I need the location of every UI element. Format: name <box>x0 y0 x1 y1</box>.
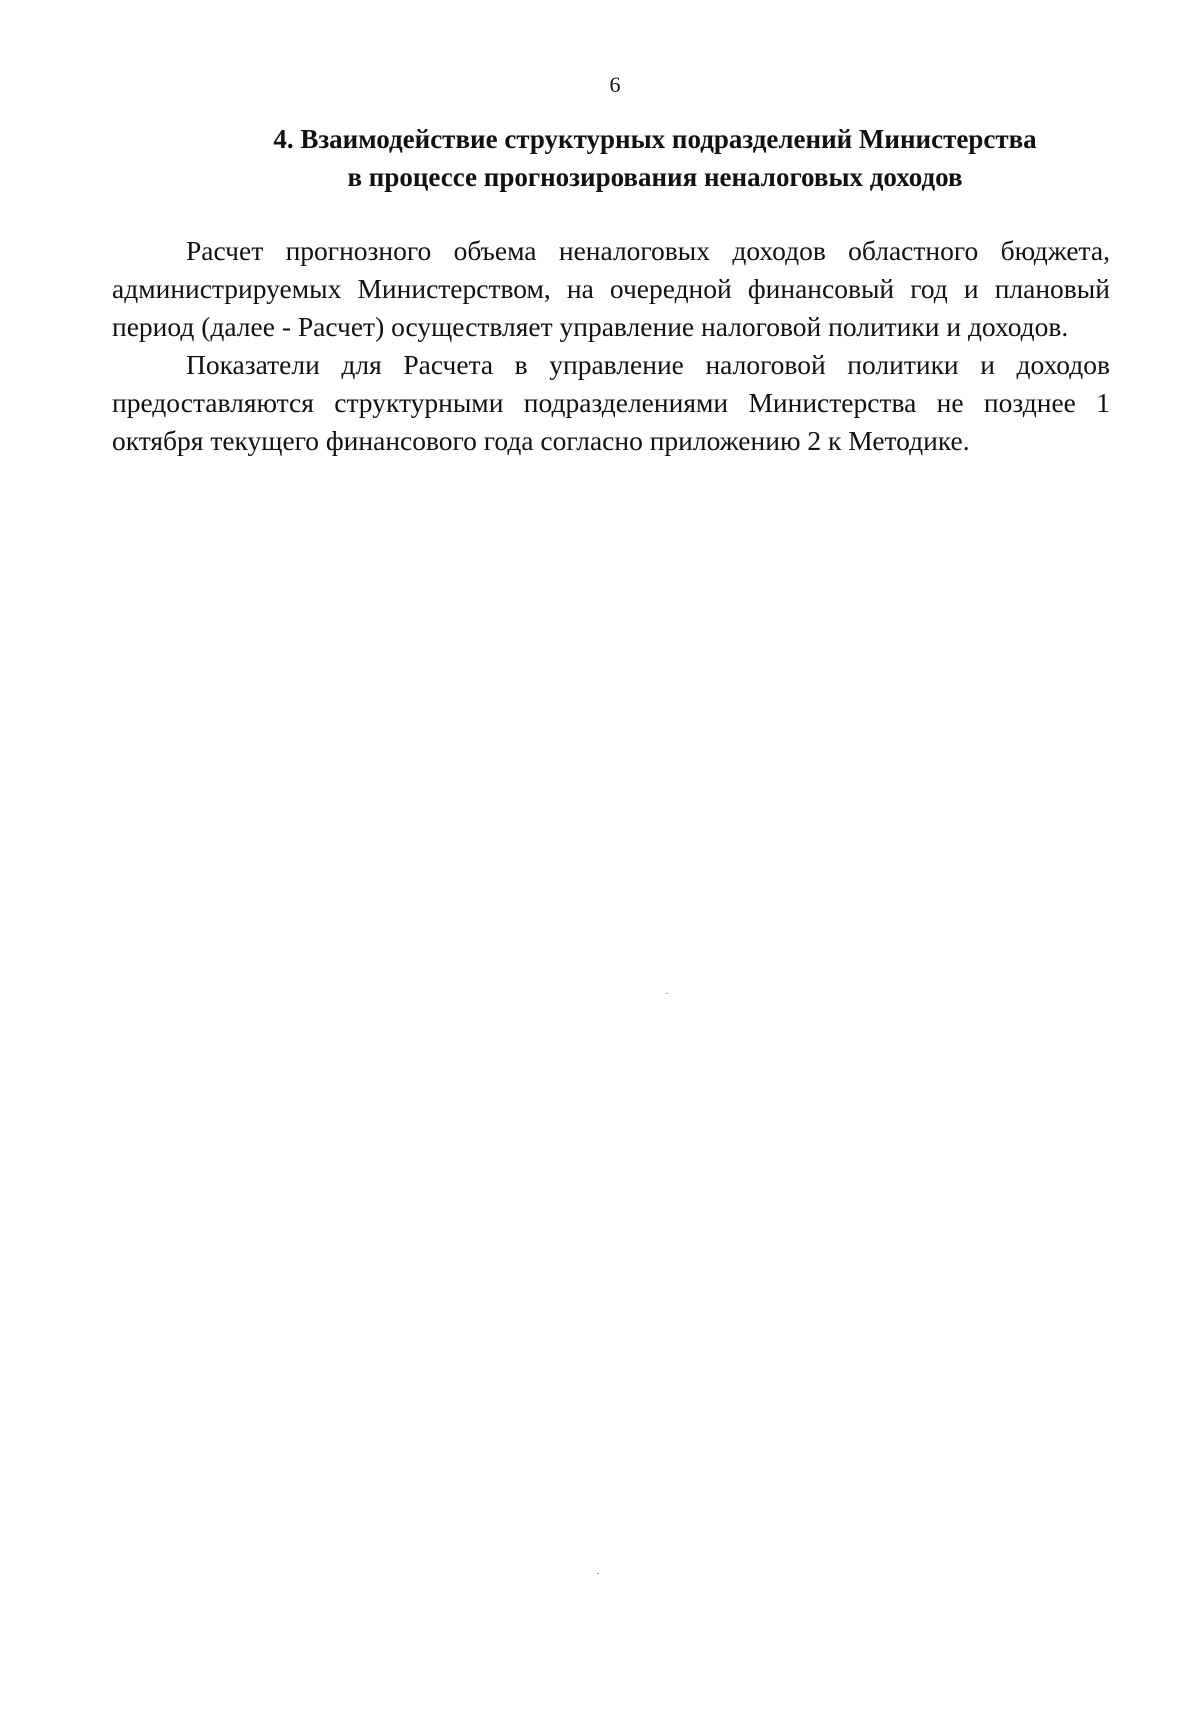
section-heading <box>112 120 1198 196</box>
paragraph-indicators: Показатели для Расчета в управление налоговой политики и доходов предоставляются структурными подразделениями Министерства не позднее 1 октября текущего финансового года согласно приложению 2 к Методике. <box>112 349 1110 456</box>
scan-speck <box>597 1573 599 1574</box>
scan-speck <box>666 993 668 994</box>
section-heading-line-2: в процессе прогнозирования неналоговых доходов <box>347 162 963 192</box>
page-number: 6 <box>609 72 621 97</box>
body-text <box>112 232 1110 460</box>
section-heading-line-1: 4. Взаимодействие структурных подразделений Министерства <box>273 124 1037 154</box>
paragraph-calculation: Расчет прогнозного объема неналоговых доходов областного бюджета, администрируемых Министерством, на очередной финансовый год и плановый период (далее - Расчет) осуществляет управление налоговой политики и доходов. <box>112 235 1110 342</box>
